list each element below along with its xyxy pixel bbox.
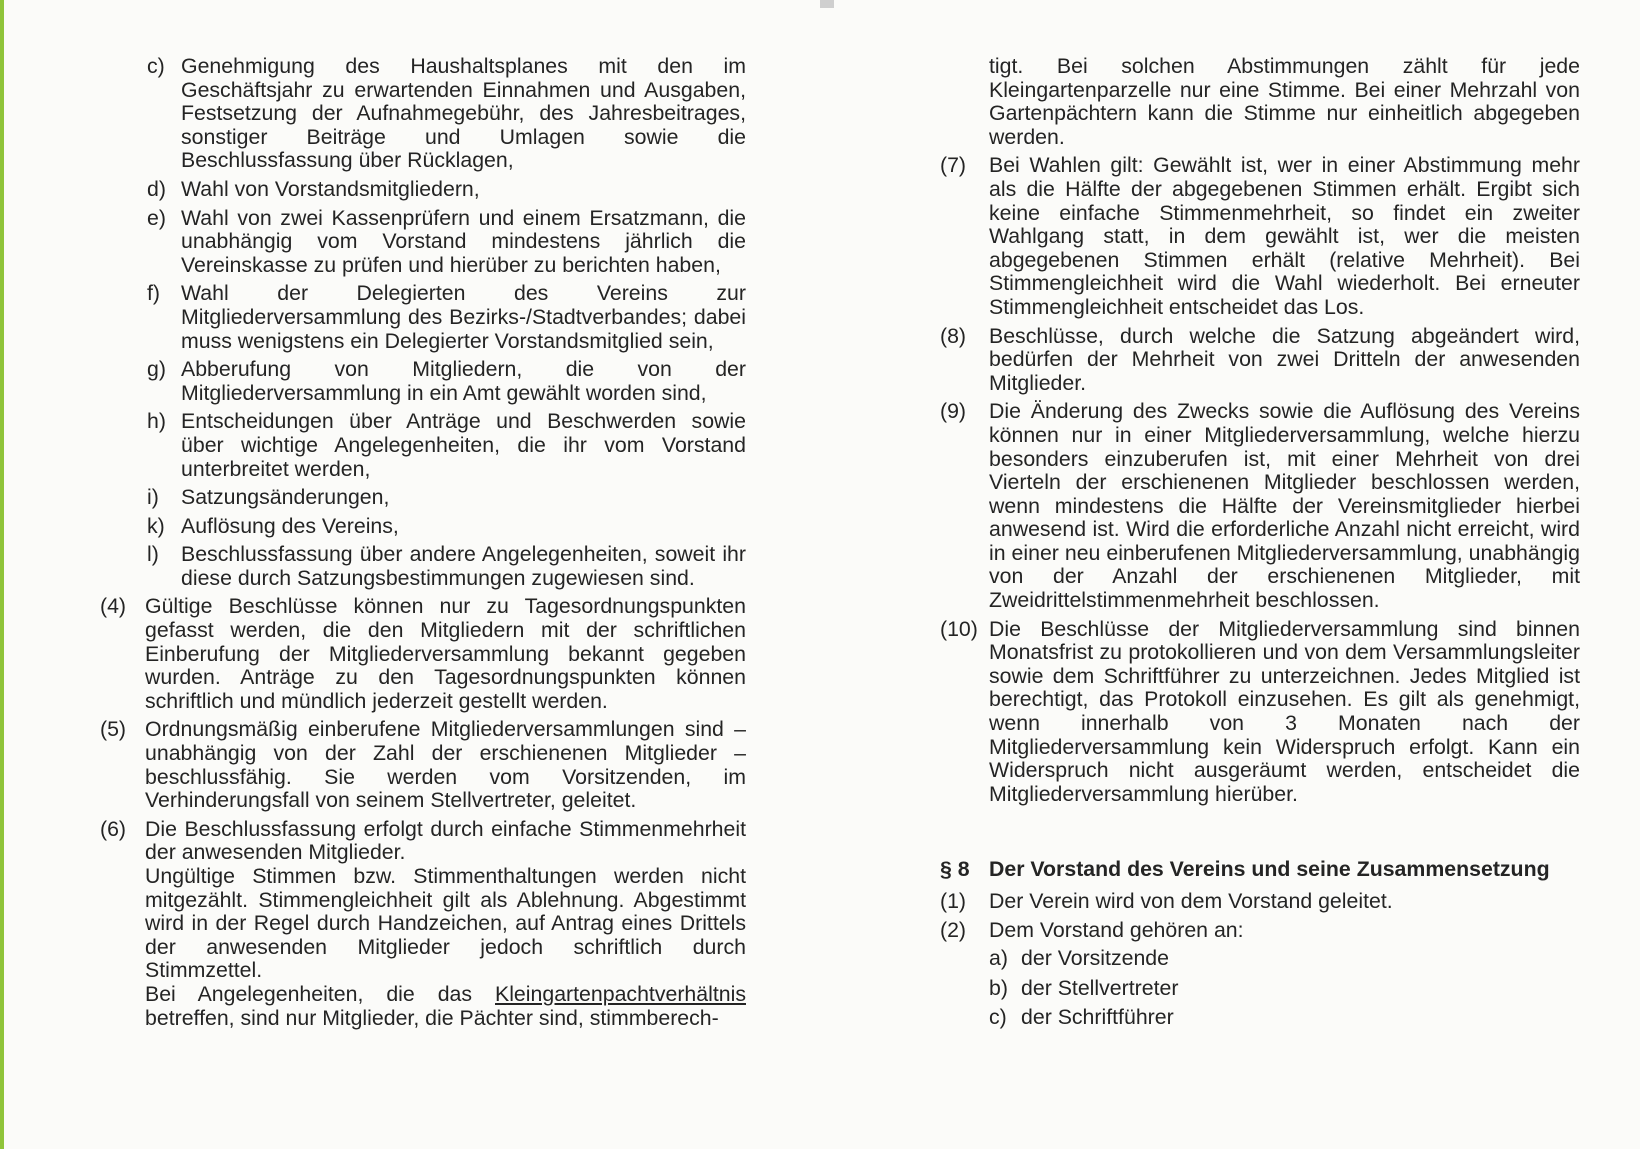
paragraph-9 bbox=[940, 400, 1580, 612]
paragraph-text bbox=[145, 983, 746, 1030]
list-letter: a) bbox=[989, 946, 1008, 971]
section-number: § 8 bbox=[940, 857, 970, 882]
paragraph-text: Die Beschlussfassung erfolgt durch einfache Stimmenmehrheit der anwesenden Mitglieder. bbox=[145, 816, 746, 865]
paragraph-text: Die Änderung des Zwecks sowie die Auflösung des Vereins können nur in einer Mitgliederversammlung, welche hierzu besonders einzuberufen ist, mit einer Mehrheit von drei Vierteln der erschienenen Mitglieder beschlossen werden, wenn mindestens die Hälfte der Vereinsmitglieder hierbei anwesend ist. Wird die erforderliche Anzahl nicht erreicht, wird in einer neu einberufenen Mitgliederversammlung, unabhängig von der Anzahl der erschienenen Mitglieder, mit Zweidrittelstimmenmehrheit beschlossen. bbox=[989, 399, 1580, 613]
list-item bbox=[100, 515, 746, 539]
section-heading bbox=[940, 858, 1580, 882]
fold-mark bbox=[820, 0, 834, 8]
list-letter: c) bbox=[989, 1005, 1007, 1030]
paragraph-4 bbox=[100, 595, 746, 713]
list-text: Abberufung von Mitgliedern, die von der Mitgliederversammlung in ein Amt gewählt worden sind, bbox=[181, 357, 746, 405]
list-item bbox=[100, 178, 746, 202]
list-letter: h) bbox=[147, 409, 166, 434]
list-text: Entscheidungen über Anträge und Beschwerden sowie über wichtige Angelegenheiten, die ihr vom Vorstand unterbreitet werden, bbox=[181, 409, 746, 481]
paragraph-text-part: Bei Angelegenheiten, die das bbox=[145, 981, 495, 1006]
page-edge-stripe bbox=[0, 0, 4, 1149]
paragraph-7 bbox=[940, 154, 1580, 319]
list-item bbox=[940, 947, 1580, 971]
paragraph-text: Bei Wahlen gilt: Gewählt ist, wer in einer Abstimmung mehr als die Hälfte der abgegebenen Stimmen erhält. Ergibt sich keine einfache Stimmenmehrheit, so findet ein zweiter Wahlgang statt, in dem gewählt ist, wer die meisten abgegebenen Stimmen erhält (relative Mehrheit). Bei Stimmengleichheit wird die Wahl wiederholt. Bei erneuter Stimmengleichheit entscheidet das Los. bbox=[989, 153, 1580, 319]
paragraph-text: Der Verein wird von dem Vorstand geleitet. bbox=[989, 889, 1393, 913]
list-text: Wahl der Delegierten des Vereins zur Mitgliederversammlung des Bezirks-/Stadtverbandes; dabei muss wenigstens ein Delegierter Vorstandsmitglied sein, bbox=[181, 281, 746, 353]
paragraph-text: Ungültige Stimmen bzw. Stimmenthaltungen werden nicht mitgezählt. Stimmengleichheit gilt als Ablehnung. Abgestimmt wird in der Regel durch Handzeichen, auf Antrag eines Drittels der anwesenden Mitglieder jedoch schriftlich durch Stimmzettel. bbox=[145, 864, 746, 983]
paragraph-number: (6) bbox=[100, 816, 127, 841]
list-letter: c) bbox=[147, 54, 165, 78]
paragraph-8 bbox=[940, 325, 1580, 396]
list-item bbox=[940, 977, 1580, 1001]
list-item bbox=[100, 55, 746, 173]
paragraph-number: (5) bbox=[100, 717, 127, 742]
paragraph-number: (1) bbox=[940, 889, 967, 913]
list-letter: d) bbox=[147, 176, 166, 201]
list-letter: l) bbox=[147, 542, 159, 567]
paragraph-number: (9) bbox=[940, 399, 967, 424]
continuation-paragraph bbox=[940, 55, 1580, 149]
section-paragraph-1 bbox=[940, 890, 1580, 914]
list-item bbox=[100, 543, 746, 590]
paragraph-text: Ordnungsmäßig einberufene Mitgliederversammlungen sind – unabhängig von der Zahl der erschienenen Mitglieder – beschlussfähig. Sie werden vom Vorsitzenden, im Verhinderungsfall von seinem Stellvertreter, geleitet. bbox=[145, 717, 746, 813]
list-text: Auflösung des Vereins, bbox=[181, 513, 399, 538]
list-text: Satzungsänderungen, bbox=[181, 485, 390, 510]
list-item bbox=[100, 486, 746, 510]
paragraph-text: Die Beschlüsse der Mitgliederversammlung sind binnen Monatsfrist zu protokollieren und von dem Versammlungsleiter sowie dem Schriftführer zu unterzeichnen. Jedes Mitglied ist berechtigt, das Protokoll einzusehen. Es gilt als genehmigt, wenn innerhalb von 3 Monaten nach der Mitgliederversammlung kein Widerspruch erfolgt. Kann ein Widerspruch nicht ausgeräumt werden, entscheidet die Mitgliederversammlung hierüber. bbox=[989, 616, 1580, 806]
paragraph-number: (7) bbox=[940, 153, 967, 178]
list-letter: g) bbox=[147, 357, 166, 382]
right-page-column bbox=[940, 55, 1580, 1036]
list-text: Wahl von Vorstandsmitgliedern, bbox=[181, 176, 480, 201]
paragraph-5 bbox=[100, 718, 746, 812]
paragraph-text: Beschlüsse, durch welche die Satzung abgeändert wird, bedürfen der Mehrheit von zwei Dritteln der anwesenden Mitglieder. bbox=[989, 323, 1580, 395]
list-item bbox=[100, 410, 746, 481]
list-text: Genehmigung des Haushaltsplanes mit den im Geschäftsjahr zu erwartenden Einnahmen und Ausgaben, Festsetzung der Aufnahmegebühr, des Jahresbeitrages, sonstiger Beiträge und Umlagen sowie die Beschlussfassung über Rücklagen, bbox=[181, 54, 746, 173]
section-paragraph-2 bbox=[940, 919, 1580, 943]
paragraph-text-part: betreffen, sind nur Mitglieder, die Pächter sind, stimmberech- bbox=[145, 1005, 719, 1030]
left-page-column bbox=[100, 55, 746, 1035]
list-text: der Stellvertreter bbox=[1021, 975, 1179, 1000]
list-text: der Vorsitzende bbox=[1021, 946, 1169, 971]
paragraph-number: (10) bbox=[940, 616, 978, 641]
list-text: Beschlussfassung über andere Angelegenheiten, soweit ihr diese durch Satzungsbestimmungen zugewiesen sind. bbox=[181, 542, 746, 590]
list-text: Wahl von zwei Kassenprüfern und einem Ersatzmann, die unabhängig vom Vorstand mindestens jährlich die Vereinskasse zu prüfen und hierüber zu berichten haben, bbox=[181, 205, 746, 277]
list-item bbox=[100, 282, 746, 353]
paragraph-text: Dem Vorstand gehören an: bbox=[989, 917, 1244, 942]
list-item bbox=[100, 207, 746, 278]
underlined-term: Kleingartenpachtverhältnis bbox=[495, 981, 746, 1006]
paragraph-number: (8) bbox=[940, 323, 967, 348]
list-letter: i) bbox=[147, 485, 159, 510]
paragraph-6 bbox=[100, 818, 746, 1030]
list-letter: f) bbox=[147, 281, 161, 306]
list-item bbox=[940, 1006, 1580, 1030]
list-item bbox=[100, 358, 746, 405]
list-letter: b) bbox=[989, 975, 1008, 1000]
paragraph-text: tigt. Bei solchen Abstimmungen zählt für jede Kleingartenparzelle nur eine Stimme. Bei einer Mehrzahl von Gartenpächtern kann die Stimme nur einheitlich abgegeben werden. bbox=[989, 54, 1580, 149]
paragraph-number: (4) bbox=[100, 594, 127, 619]
paragraph-10 bbox=[940, 618, 1580, 807]
paragraph-body bbox=[145, 818, 746, 1030]
paragraph-number: (2) bbox=[940, 917, 967, 942]
list-letter: e) bbox=[147, 205, 166, 230]
section-title: Der Vorstand des Vereins und seine Zusammensetzung bbox=[989, 857, 1550, 882]
list-text: der Schriftführer bbox=[1021, 1005, 1174, 1030]
list-letter: k) bbox=[147, 513, 165, 538]
paragraph-text: Gültige Beschlüsse können nur zu Tagesordnungspunkten gefasst werden, die den Mitgliedern mit der schriftlichen Einberufung der Mitgliederversammlung bekannt gegeben wurden. Anträge zu den Tagesordnungspunkten können schriftlich und mündlich jederzeit gestellt werden. bbox=[145, 594, 746, 713]
